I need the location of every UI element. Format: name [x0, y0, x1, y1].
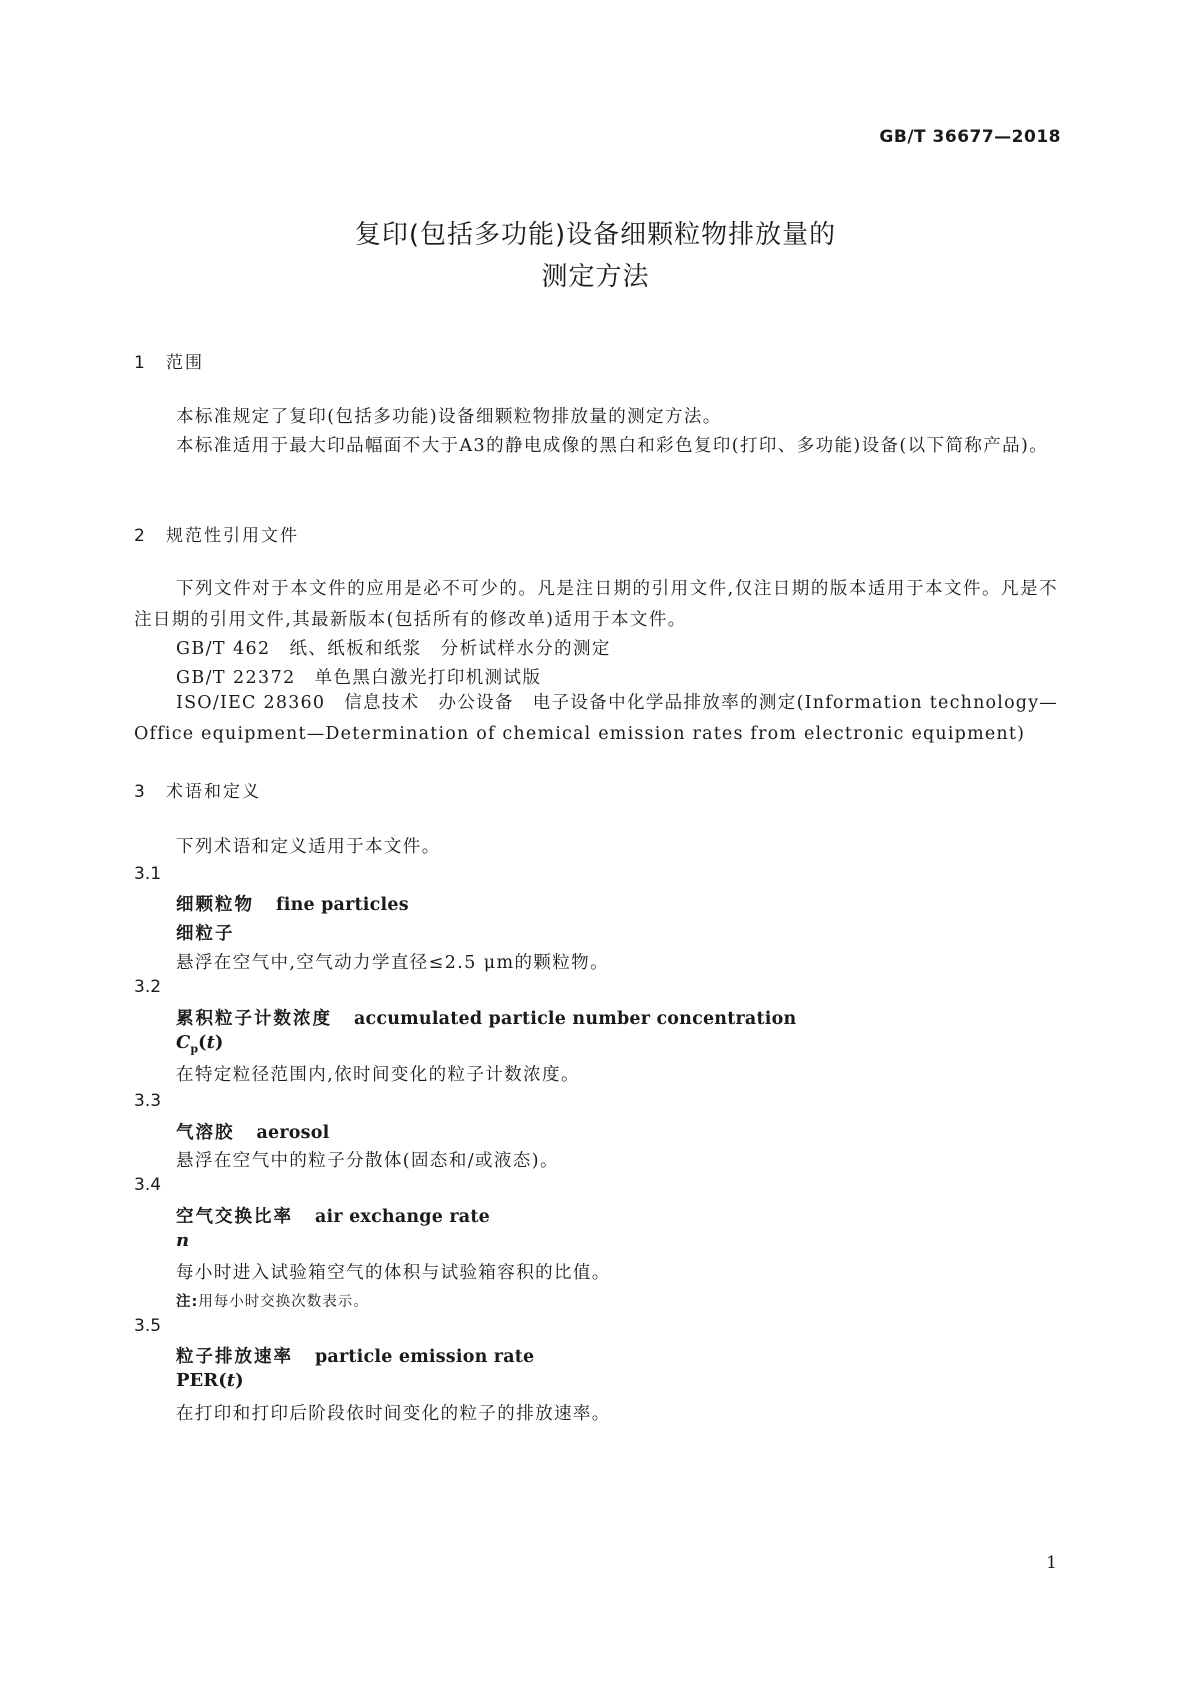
- section-number: 2: [134, 526, 147, 546]
- note-label: 注:: [176, 1294, 199, 1310]
- term-number: 3.1: [134, 864, 162, 884]
- section-2-intro: 下列文件对于本文件的应用是必不可少的。凡是注日期的引用文件,仅注日期的版本适用于本文件。凡是不注日期的引用文件,其最新版本(包括所有的修改单)适用于本文件。: [134, 579, 1058, 630]
- normative-reference-2: GB/T 22372 单色黑白激光打印机测试版: [176, 668, 542, 688]
- section-1-para-1: 本标准规定了复印(包括多功能)设备细颗粒物排放量的测定方法。: [176, 407, 722, 427]
- section-number: 3: [134, 782, 147, 802]
- term-number: 3.5: [134, 1316, 162, 1336]
- section-title: 规范性引用文件: [166, 526, 299, 546]
- standard-number: GB/T 36677—2018: [879, 127, 1061, 147]
- normative-reference-1: GB/T 462 纸、纸板和纸浆 分析试样水分的测定: [176, 639, 611, 659]
- term-number: 3.4: [134, 1175, 162, 1195]
- section-number: 1: [134, 353, 147, 373]
- term-heading: [176, 891, 409, 916]
- page-number: 1: [1046, 1553, 1057, 1573]
- term-english: aerosol: [256, 1123, 330, 1143]
- term-alternative: 细粒子: [176, 924, 235, 944]
- term-chinese: 空气交换比率: [176, 1207, 293, 1227]
- term-english: air exchange rate: [315, 1207, 490, 1227]
- term-definition: 每小时进入试验箱空气的体积与试验箱容积的比值。: [176, 1263, 611, 1283]
- section-2-heading: [134, 521, 299, 546]
- note-text: 用每小时交换次数表示。: [198, 1294, 369, 1310]
- term-chinese: 气溶胶: [176, 1123, 235, 1143]
- term-definition: 在打印和打印后阶段依时间变化的粒子的排放速率。: [176, 1404, 611, 1424]
- term-definition: 悬浮在空气中的粒子分散体(固态和/或液态)。: [176, 1151, 559, 1171]
- term-english: accumulated particle number concentration: [354, 1009, 797, 1029]
- document-title-line1: 复印(包括多功能)设备细颗粒物排放量的: [354, 220, 837, 250]
- normative-reference-3: ISO/IEC 28360 信息技术 办公设备 电子设备中化学品排放率的测定(Information technology—Office equipment—Determination of chemical emission rates from electronic equipment): [134, 693, 1058, 744]
- term-heading: [176, 1203, 490, 1228]
- term-definition: 悬浮在空气中,空气动力学直径≤2.5 μm的颗粒物。: [176, 953, 609, 973]
- term-symbol: n: [176, 1230, 190, 1251]
- term-note: [176, 1290, 369, 1311]
- term-number: 3.3: [134, 1091, 162, 1111]
- term-chinese: 粒子排放速率: [176, 1347, 293, 1367]
- section-3-heading: [134, 777, 261, 802]
- section-title: 范围: [166, 353, 204, 373]
- section-1-para-2: 本标准适用于最大印品幅面不大于A3的静电成像的黑白和彩色复印(打印、多功能)设备(以下简称产品)。: [176, 436, 1049, 456]
- term-chinese: 累积粒子计数浓度: [176, 1009, 332, 1029]
- term-english: fine particles: [276, 895, 409, 915]
- term-heading: [176, 1119, 329, 1144]
- term-heading: [176, 1343, 534, 1368]
- term-heading: [176, 1005, 796, 1030]
- section-title: 术语和定义: [166, 782, 261, 802]
- section-3-intro: 下列术语和定义适用于本文件。: [176, 837, 441, 857]
- term-number: 3.2: [134, 977, 162, 997]
- document-title-line2: 测定方法: [541, 262, 650, 292]
- term-symbol: PER(t): [176, 1370, 244, 1391]
- term-english: particle emission rate: [315, 1347, 535, 1367]
- term-definition: 在特定粒径范围内,依时间变化的粒子计数浓度。: [176, 1065, 580, 1085]
- term-symbol: $C_p(t)$: [176, 1032, 224, 1056]
- term-chinese: 细颗粒物: [176, 895, 254, 915]
- section-1-heading: [134, 348, 204, 373]
